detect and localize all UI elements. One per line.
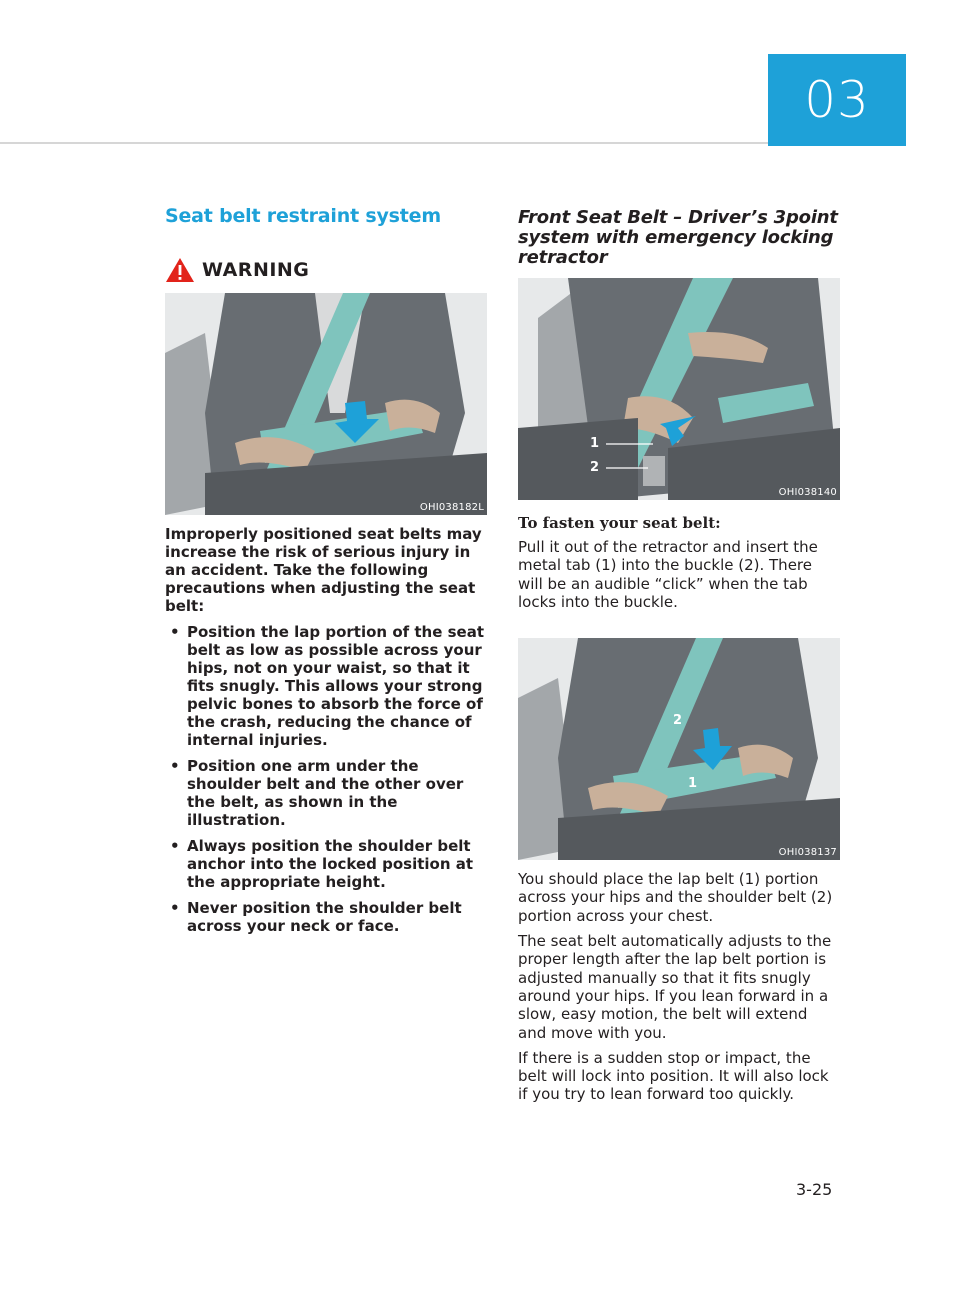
section-title: Seat belt restraint system [165, 205, 441, 227]
figure-label-1: 1 [688, 776, 698, 792]
figure-code: OHI038137 [778, 847, 837, 859]
lap-belt-illustration [518, 638, 840, 860]
right-column [518, 208, 840, 1104]
seatbelt-illustration [165, 293, 487, 515]
paragraph-auto-adjust: The seat belt automatically adjusts to the proper length after the lap belt portion is adjusted manually so that it fits snugly around your hips. If you lean forward in a slow, easy motion, the belt will extend and move with you. [518, 932, 832, 1042]
figure-code: OHI038182L [419, 502, 484, 513]
list-item: • Always position the shoulder belt anchor into the locked position at the appropriate height. [165, 837, 487, 891]
chapter-tab: 03 [768, 54, 906, 146]
fasten-text: Pull it out of the retractor and insert the metal tab (1) into the buckle (2). There will be an audible “click” when the tab locks into the buckle. [518, 538, 818, 611]
list-item: • Position the lap portion of the seat belt as low as possible across your hips, not on your waist, so that it fits snugly. This allows your strong pelvic bones to absorb the force of the crash, reducing the chance of internal injuries. [165, 623, 487, 749]
list-item: • Position one arm under the shoulder belt and the other over the belt, as shown in the illustration. [165, 757, 487, 829]
warning-icon [165, 257, 195, 283]
paragraph-lap-belt: You should place the lap belt (1) portion across your hips and the shoulder belt (2) portion across your chest. [518, 870, 833, 925]
paragraph-lock: If there is a sudden stop or impact, the belt will lock into position. It will also lock if you try to lean forward too quickly. [518, 1048, 829, 1104]
warning-figure [165, 293, 487, 515]
figure-label-2: 2 [590, 460, 600, 475]
list-item: • Never position the shoulder belt across your neck or face. [165, 899, 487, 935]
header-rule [0, 142, 768, 144]
subheading: Front Seat Belt – Driver’s 3point system with emergency locking retractor [518, 207, 838, 268]
buckle-illustration [518, 278, 840, 500]
warning-intro: Improperly positioned seat belts may increase the risk of serious injury in an accident. Take the following precautions when adjusting the seat belt: [165, 525, 482, 615]
belt-position-figure [518, 638, 840, 860]
warning-header [165, 257, 487, 283]
warning-bullets [165, 623, 487, 935]
warning-label: WARNING [202, 259, 310, 281]
fasten-heading: To fasten your seat belt: [518, 514, 721, 532]
left-column [165, 205, 487, 943]
fasten-figure [518, 278, 840, 500]
figure-label-1: 1 [590, 436, 600, 451]
figure-label-2: 2 [673, 713, 683, 729]
figure-code: OHI038140 [778, 487, 837, 498]
page-number: 3-25 [796, 1180, 833, 1199]
